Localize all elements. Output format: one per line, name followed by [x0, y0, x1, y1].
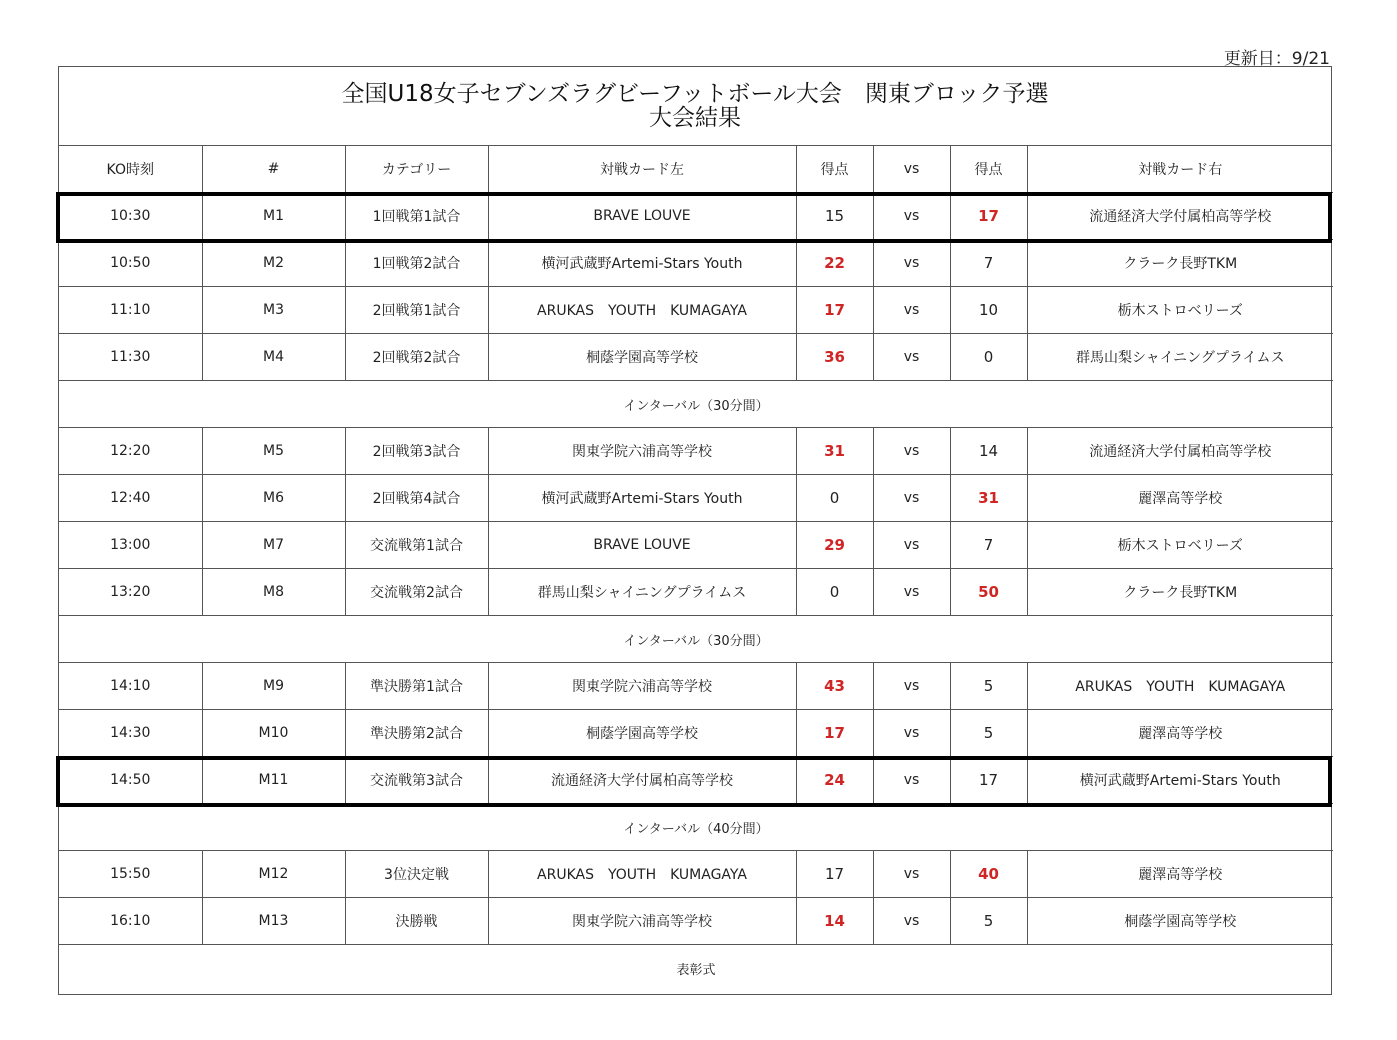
left-score: 17 [796, 851, 873, 898]
left-score: 0 [796, 475, 873, 522]
category: 2回戦第1試合 [345, 287, 488, 334]
vs-label: vs [873, 193, 950, 240]
header-match-number: # [202, 146, 345, 193]
left-team: ARUKAS YOUTH KUMAGAYA [488, 287, 796, 334]
match-number: M10 [202, 710, 345, 757]
match-number: M12 [202, 851, 345, 898]
left-team: BRAVE LOUVE [488, 522, 796, 569]
header-right-score: 得点 [950, 146, 1027, 193]
category: 2回戦第3試合 [345, 428, 488, 475]
match-row [59, 851, 1333, 898]
left-score: 43 [796, 663, 873, 710]
ko-time: 11:30 [59, 334, 202, 381]
right-team: 麗澤高等学校 [1027, 475, 1333, 522]
right-team: 流通経済大学付属柏高等学校 [1027, 193, 1333, 240]
match-row [59, 334, 1333, 381]
category: 3位決定戦 [345, 851, 488, 898]
ko-time: 14:50 [59, 757, 202, 804]
category: 交流戦第2試合 [345, 569, 488, 616]
right-score: 50 [950, 569, 1027, 616]
left-team: 関東学院六浦高等学校 [488, 898, 796, 945]
right-team: ARUKAS YOUTH KUMAGAYA [1027, 663, 1333, 710]
left-team: 横河武蔵野Artemi-Stars Youth [488, 475, 796, 522]
match-number: M1 [202, 193, 345, 240]
match-row [59, 193, 1333, 240]
right-team: 群馬山梨シャイニングプライムス [1027, 334, 1333, 381]
match-number: M13 [202, 898, 345, 945]
right-score: 0 [950, 334, 1027, 381]
ko-time: 13:00 [59, 522, 202, 569]
ko-time: 11:10 [59, 287, 202, 334]
match-row [59, 710, 1333, 757]
vs-label: vs [873, 757, 950, 804]
match-row [59, 569, 1333, 616]
match-number: M11 [202, 757, 345, 804]
match-row [59, 663, 1333, 710]
left-team: 群馬山梨シャイニングプライムス [488, 569, 796, 616]
right-score: 7 [950, 522, 1027, 569]
updated-date: 更新日：9/21 [1223, 49, 1330, 69]
left-team: 横河武蔵野Artemi-Stars Youth [488, 240, 796, 287]
interval-label: インターバル（30分間） [59, 381, 1333, 428]
category: 2回戦第4試合 [345, 475, 488, 522]
vs-label: vs [873, 569, 950, 616]
ko-time: 15:50 [59, 851, 202, 898]
header-row [59, 146, 1333, 193]
category: 決勝戦 [345, 898, 488, 945]
right-score: 5 [950, 663, 1027, 710]
ko-time: 14:10 [59, 663, 202, 710]
interval-row [59, 945, 1333, 992]
vs-label: vs [873, 334, 950, 381]
right-score: 14 [950, 428, 1027, 475]
vs-label: vs [873, 898, 950, 945]
left-team: 流通経済大学付属柏高等学校 [488, 757, 796, 804]
match-number: M6 [202, 475, 345, 522]
left-score: 14 [796, 898, 873, 945]
match-number: M9 [202, 663, 345, 710]
left-score: 31 [796, 428, 873, 475]
interval-row [59, 381, 1333, 428]
right-team: クラーク長野TKM [1027, 569, 1333, 616]
category: 準決勝第2試合 [345, 710, 488, 757]
interval-label: 表彰式 [676, 962, 716, 978]
left-team: 桐蔭学園高等学校 [488, 710, 796, 757]
right-score: 17 [950, 757, 1027, 804]
right-team: クラーク長野TKM [1027, 240, 1333, 287]
match-number: M7 [202, 522, 345, 569]
left-score: 17 [796, 710, 873, 757]
right-team: 流通経済大学付属柏高等学校 [1027, 428, 1333, 475]
right-team: 麗澤高等学校 [1027, 851, 1333, 898]
match-row [59, 522, 1333, 569]
left-score: 17 [796, 287, 873, 334]
match-number: M3 [202, 287, 345, 334]
match-row [59, 428, 1333, 475]
ko-time: 12:20 [59, 428, 202, 475]
category: 2回戦第2試合 [345, 334, 488, 381]
left-team: BRAVE LOUVE [488, 193, 796, 240]
ko-time: 10:30 [59, 193, 202, 240]
left-score: 22 [796, 240, 873, 287]
left-score: 15 [796, 193, 873, 240]
category: 1回戦第1試合 [345, 193, 488, 240]
left-score: 0 [796, 569, 873, 616]
header-ko-time: KO時刻 [59, 146, 202, 193]
interval-row [59, 804, 1333, 851]
ko-time: 13:20 [59, 569, 202, 616]
header-vs: vs [873, 146, 950, 193]
left-team: 関東学院六浦高等学校 [488, 428, 796, 475]
vs-label: vs [873, 428, 950, 475]
results-sheet [58, 66, 1332, 995]
right-score: 10 [950, 287, 1027, 334]
match-number: M4 [202, 334, 345, 381]
vs-label: vs [873, 851, 950, 898]
ko-time: 14:30 [59, 710, 202, 757]
match-row [59, 898, 1333, 945]
right-score: 17 [950, 193, 1027, 240]
match-row [59, 475, 1333, 522]
category: 準決勝第1試合 [345, 663, 488, 710]
match-number: M8 [202, 569, 345, 616]
right-team: 栃木ストロベリーズ [1027, 522, 1333, 569]
header-category: カテゴリー [345, 146, 488, 193]
vs-label: vs [873, 287, 950, 334]
left-team: ARUKAS YOUTH KUMAGAYA [488, 851, 796, 898]
left-team: 桐蔭学園高等学校 [488, 334, 796, 381]
right-score: 40 [950, 851, 1027, 898]
right-score: 7 [950, 240, 1027, 287]
header-left-team: 対戦カード左 [488, 146, 796, 193]
page-title: 全国U18女子セブンズラグビーフットボール大会 関東ブロック予選 [341, 81, 1049, 107]
right-score: 5 [950, 898, 1027, 945]
right-team: 横河武蔵野Artemi-Stars Youth [1027, 757, 1333, 804]
category: 交流戦第3試合 [345, 757, 488, 804]
match-row [59, 757, 1333, 804]
right-score: 5 [950, 710, 1027, 757]
right-team: 栃木ストロベリーズ [1027, 287, 1333, 334]
ko-time: 12:40 [59, 475, 202, 522]
header-left-score: 得点 [796, 146, 873, 193]
interval-label: インターバル（40分間） [59, 804, 1333, 851]
category: 1回戦第2試合 [345, 240, 488, 287]
left-score: 36 [796, 334, 873, 381]
right-score: 31 [950, 475, 1027, 522]
interval-row [59, 616, 1333, 663]
left-score: 29 [796, 522, 873, 569]
vs-label: vs [873, 663, 950, 710]
interval-label: インターバル（30分間） [59, 616, 1333, 663]
match-number: M2 [202, 240, 345, 287]
ko-time: 16:10 [59, 898, 202, 945]
page-subtitle: 大会結果 [649, 105, 741, 131]
header-right-team: 対戦カード右 [1027, 146, 1333, 193]
left-score: 24 [796, 757, 873, 804]
ko-time: 10:50 [59, 240, 202, 287]
right-team: 桐蔭学園高等学校 [1027, 898, 1333, 945]
match-number: M5 [202, 428, 345, 475]
match-row [59, 287, 1333, 334]
right-team: 麗澤高等学校 [1027, 710, 1333, 757]
left-team: 関東学院六浦高等学校 [488, 663, 796, 710]
results-table [59, 146, 1333, 991]
category: 交流戦第1試合 [345, 522, 488, 569]
title-block [59, 67, 1331, 146]
match-row [59, 240, 1333, 287]
vs-label: vs [873, 522, 950, 569]
vs-label: vs [873, 240, 950, 287]
vs-label: vs [873, 710, 950, 757]
vs-label: vs [873, 475, 950, 522]
